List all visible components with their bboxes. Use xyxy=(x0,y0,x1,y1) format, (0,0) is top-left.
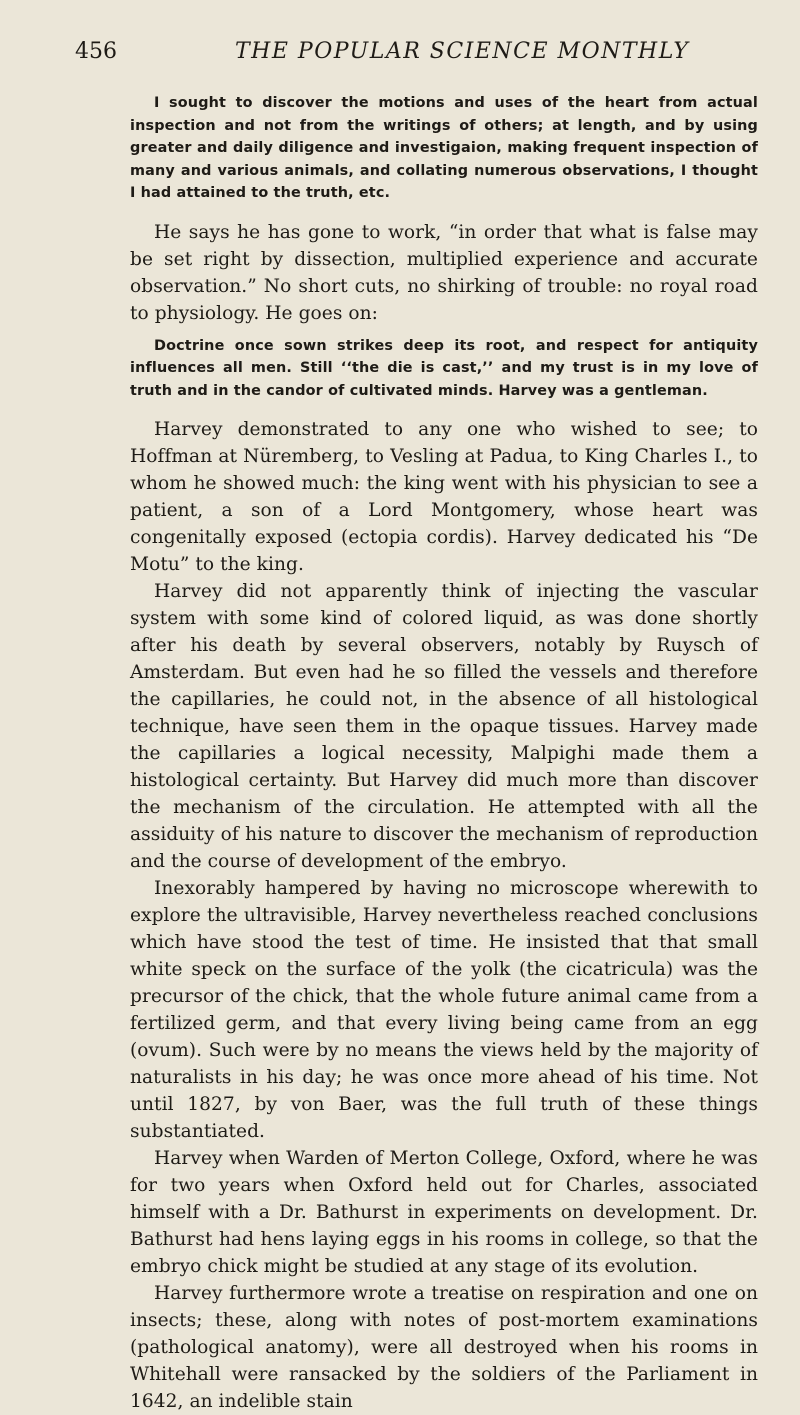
paragraph-demonstrations: Harvey demonstrated to any one who wished to see; to Hoffman at Nüremberg, to Vesling at Padua, to King Charles I., to whom he showed much: the king went with his physician to see a patient, a son of a Lord Montgomery, whose heart was congenitally exposed (ectopia cordis). Harvey dedicated his “De Motu” to the king. xyxy=(130,419,758,575)
page-number: 456 xyxy=(75,39,117,64)
paragraph-merton-college: Harvey when Warden of Merton College, Oxford, where he was for two years when Oxford held out for Charles, associated himself with a Dr. Bathurst in experiments on development. Dr. Bathurst had hens laying eggs in his rooms in college, so that the embryo chick might be studied at any stage of its evolution. xyxy=(130,1148,758,1277)
block-quote-heart-motions: I sought to discover the motions and uses of the heart from actual inspection and not from the writings of others; at length, and by using greater and daily diligence and investigaion, making frequent inspection of many and various animals, and collating numerous observations, I thought I had attained to the truth, etc. xyxy=(130,95,758,201)
paragraph-vascular-injection: Harvey did not apparently think of injecting the vascular system with some kind of colored liquid, as was done shortly after his death by several observers, notably by Ruysch of Amsterdam. But even had he so filled the vessels and therefore the capillaries, he could not, in the absence of all histological technique, have seen them in the opaque tissues. Harvey made the capillaries a logical necessity, Malpighi made them a histological certainty. But Harvey did much more than discover the mechanism of the circulation. He attempted with all the assiduity of his nature to discover the mechanism of reproduction and the course of development of the embryo. xyxy=(130,581,758,872)
running-title: THE POPULAR SCIENCE MONTHLY xyxy=(235,39,690,64)
block-quote-doctrine: Doctrine once sown strikes deep its root, and respect for antiquity influences all men. Still ‘‘the die is cast,’’ and my trust is in my love of truth and in the candor of cultivated minds. Harvey was a gentleman. xyxy=(130,337,758,399)
paragraph-microscope: Inexorably hampered by having no microscope wherewith to explore the ultravisible, Harvey nevertheless reached conclusions which have stood the test of time. He insisted that that small white speck on the surface of the yolk (the cicatricula) was the precursor of the chick, that the whole future animal came from a fertilized germ, and that every living being came from an egg (ovum). Such were by no means the views held by the majority of naturalists in his day; he was once more ahead of his time. Not until 1827, by von Baer, was the full truth of these things substantiated. xyxy=(130,878,758,1142)
paragraph-respiration-treatise: Harvey furthermore wrote a treatise on respiration and one on insects; these, along with notes of post-mortem examinations (pathological anatomy), were all destroyed when his rooms in Whitehall were ransacked by the soldiers of the Parliament in 1642, an indelible stain xyxy=(130,1283,758,1412)
paragraph-dissection: He says he has gone to work, “in order that what is false may be set right by dissection, multiplied experience and accurate observation.” No short cuts, no shirking of trouble: no royal road to physiology. He goes on: xyxy=(130,221,758,324)
page-body xyxy=(130,92,758,1415)
page-header xyxy=(75,38,765,68)
